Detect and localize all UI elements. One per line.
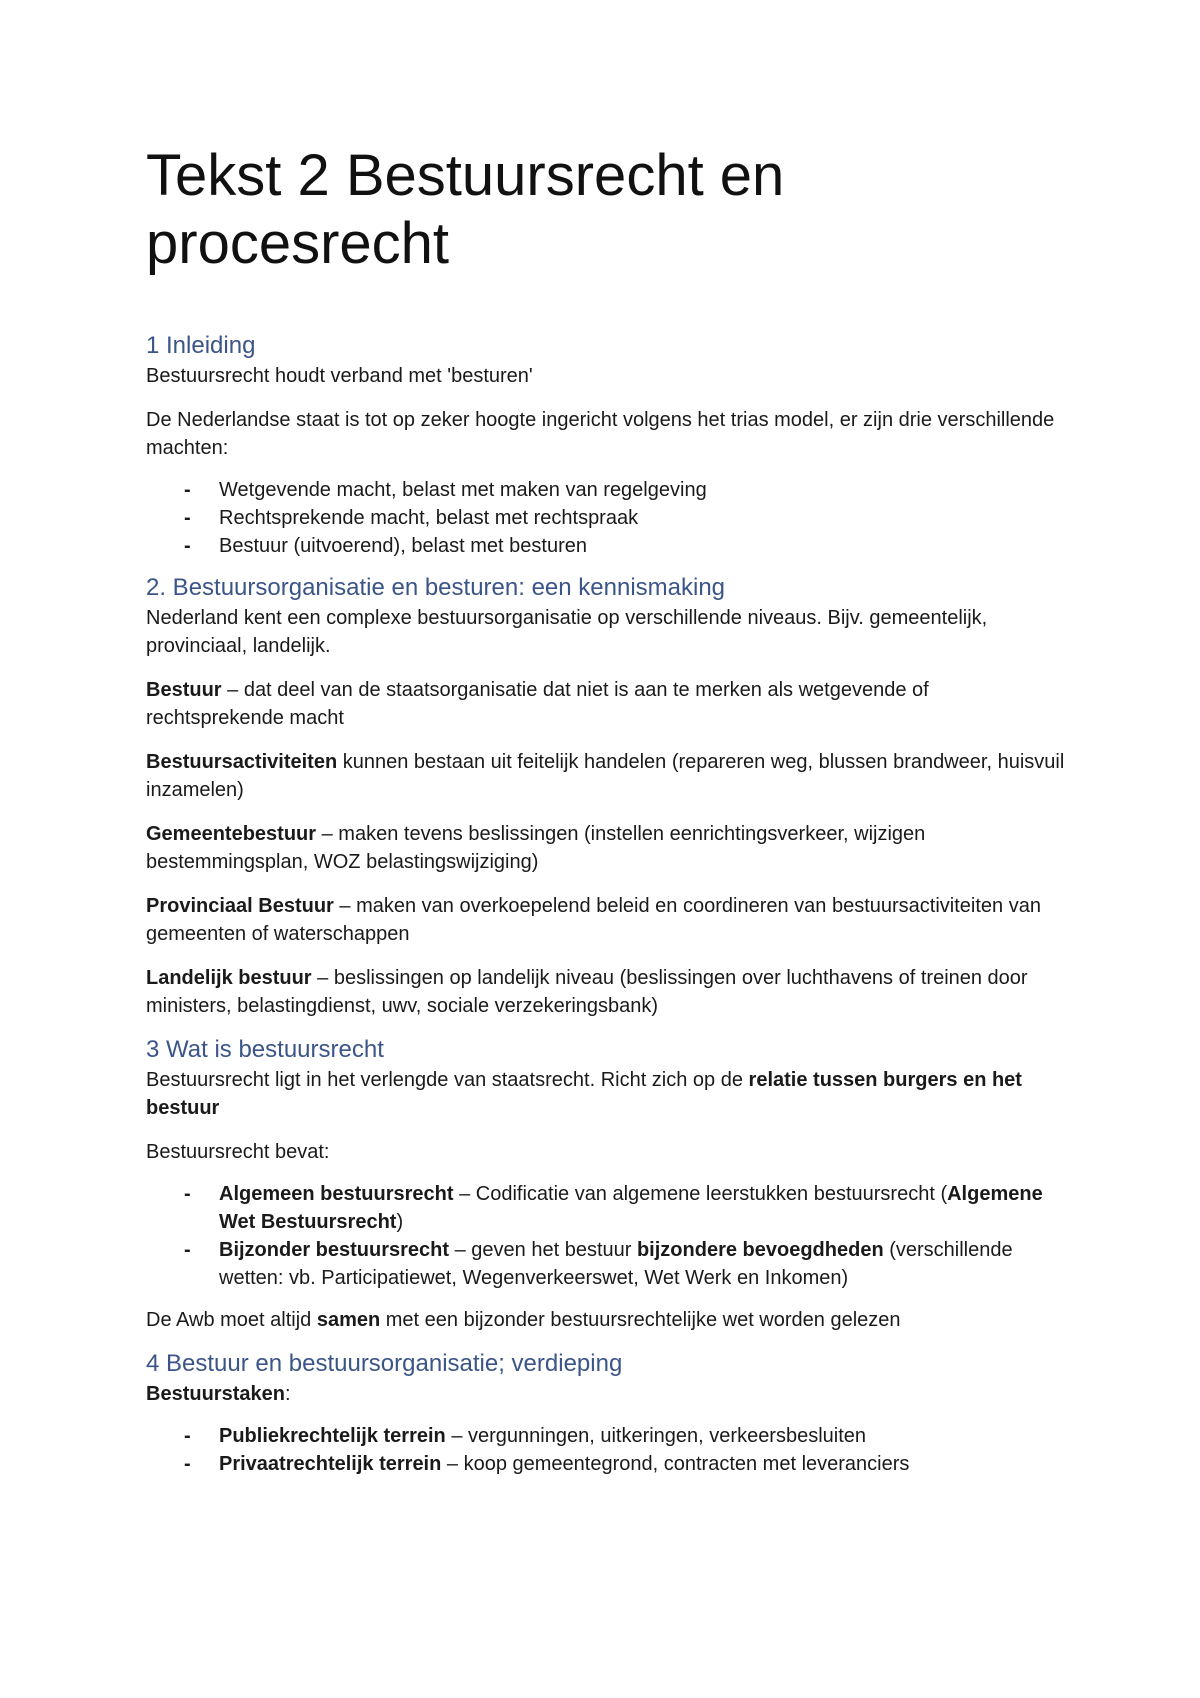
list-item: - Bijzonder bestuursrecht – geven het bestuur bijzondere bevoegdheden (verschillende wetten: vb. Participatiewet, Wegenverkeerswet, Wet Werk en Inkomen) — [146, 1236, 1066, 1292]
list-item: - Algemeen bestuursrecht – Codificatie van algemene leerstukken bestuursrecht (Algemene Wet Bestuursrecht) — [146, 1180, 1066, 1236]
dash-bullet: - — [184, 479, 191, 501]
document-content — [146, 142, 1066, 1492]
dash-bullet: - — [184, 1239, 191, 1261]
heading-wat-is-bestuursrecht: 3 Wat is bestuursrecht — [146, 1036, 384, 1063]
trias-list — [146, 476, 1066, 560]
paragraph: Bestuursrecht houdt verband met 'besturen' — [146, 365, 533, 387]
bestuurstaken-list — [146, 1422, 1066, 1478]
dash-bullet: - — [184, 507, 191, 529]
bestuursrecht-list — [146, 1180, 1066, 1292]
heading-inleiding: 1 Inleiding — [146, 332, 256, 359]
list-item: - Privaatrechtelijk terrein – koop gemeentegrond, contracten met leveranciers — [146, 1450, 1066, 1478]
paragraph: De Nederlandse staat is tot op zeker hoogte ingericht volgens het trias model, er zijn drie verschillende machten: — [146, 409, 1055, 459]
definition-bestuursactiviteiten: Bestuursactiviteiten kunnen bestaan uit feitelijk handelen (repareren weg, blussen brandweer, huisvuil inzamelen) — [146, 751, 1065, 801]
bestuurstaken-label: Bestuurstaken: — [146, 1383, 291, 1405]
dash-bullet: - — [184, 535, 191, 557]
definition-bestuur: Bestuur – dat deel van de staatsorganisatie dat niet is aan te merken als wetgevende of rechtsprekende macht — [146, 679, 929, 729]
definition-provinciaal-bestuur: Provinciaal Bestuur – maken van overkoepelend beleid en coordineren van bestuursactiviteiten van gemeenten of waterschappen — [146, 895, 1041, 945]
dash-bullet: - — [184, 1453, 191, 1475]
list-item: - Wetgevende macht, belast met maken van regelgeving — [146, 476, 1066, 504]
paragraph: De Awb moet altijd samen met een bijzonder bestuursrechtelijke wet worden gelezen — [146, 1309, 901, 1331]
paragraph: Nederland kent een complexe bestuursorganisatie op verschillende niveaus. Bijv. gemeentelijk, provinciaal, landelijk. — [146, 607, 988, 657]
paragraph: Bestuursrecht bevat: — [146, 1141, 330, 1163]
list-item: - Rechtsprekende macht, belast met rechtspraak — [146, 504, 1066, 532]
definition-gemeentebestuur: Gemeentebestuur – maken tevens beslissingen (instellen eenrichtingsverkeer, wijzigen bestemmingsplan, WOZ belastingswijziging) — [146, 823, 926, 873]
heading-bestuur-verdieping: 4 Bestuur en bestuursorganisatie; verdieping — [146, 1350, 623, 1377]
heading-bestuursorganisatie: 2. Bestuursorganisatie en besturen: een kennismaking — [146, 574, 726, 601]
document-title: Tekst 2 Bestuursrecht en procesrecht — [146, 143, 785, 276]
dash-bullet: - — [184, 1183, 191, 1205]
dash-bullet: - — [184, 1425, 191, 1447]
definition-landelijk-bestuur: Landelijk bestuur – beslissingen op landelijk niveau (beslissingen over luchthavens of treinen door ministers, belastingdienst, uwv, sociale verzekeringsbank) — [146, 967, 1028, 1017]
list-item: - Publiekrechtelijk terrein – vergunningen, uitkeringen, verkeersbesluiten — [146, 1422, 1066, 1450]
list-item: - Bestuur (uitvoerend), belast met besturen — [146, 532, 1066, 560]
paragraph: Bestuursrecht ligt in het verlengde van staatsrecht. Richt zich op de relatie tussen burgers en het bestuur — [146, 1069, 1022, 1119]
